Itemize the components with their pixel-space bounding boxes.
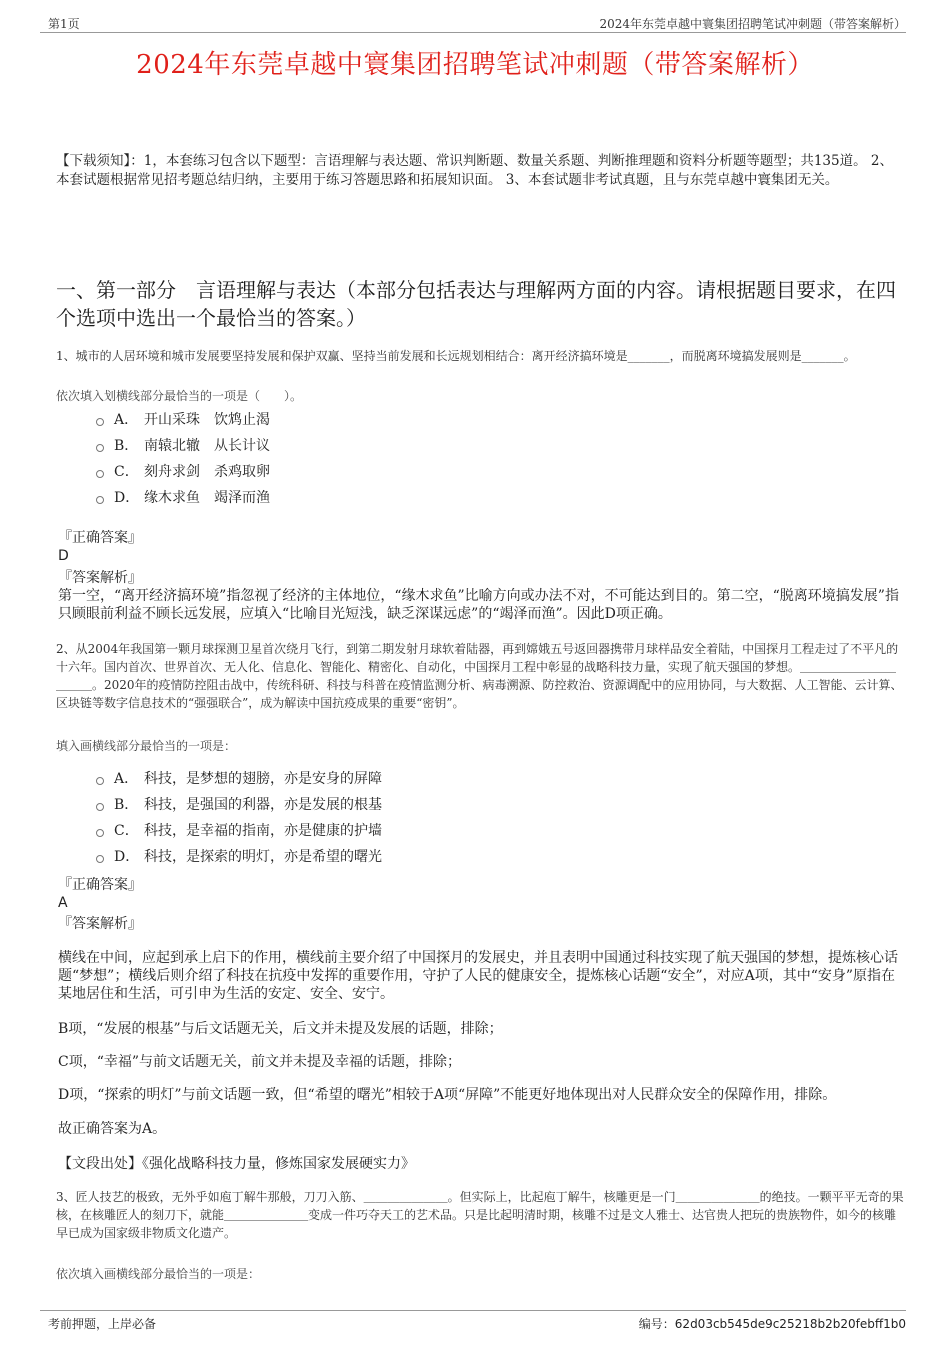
question-2-options xyxy=(96,765,382,869)
analysis-label: 『答案解析』 xyxy=(58,916,142,932)
header-doc-title: 2024年东莞卓越中寰集团招聘笔试冲刺题（带答案解析） xyxy=(599,17,906,31)
analysis-conclusion: 故正确答案为A。 xyxy=(58,1121,167,1137)
page-number: 第1页 xyxy=(48,17,80,31)
question-3-prompt: 依次填入画横线部分最恰当的一项是： xyxy=(56,1267,261,1281)
question-1-stem: 1、城市的人居环境和城市发展要坚持发展和保护双赢、坚持当前发展和长远规划相结合：离开经济搞环境是_______，而脱离环境搞发展则是_______。 xyxy=(56,349,856,363)
radio-icon[interactable] xyxy=(96,829,104,837)
option-c[interactable]: C． 科技，是幸福的指南，亦是健康的护墙 xyxy=(96,817,382,843)
analysis-paragraph: D项，“探索的明灯”与前文话题一致，但“希望的曙光”相较于A项“屏障”不能更好地体现出对人民群众安全的保障作用，排除。 xyxy=(58,1087,837,1103)
analysis-paragraph: C项，“幸福”与前文话题无关，前文并未提及幸福的话题，排除； xyxy=(58,1054,462,1070)
radio-icon[interactable] xyxy=(96,855,104,863)
radio-icon[interactable] xyxy=(96,803,104,811)
option-a[interactable]: A． 科技，是梦想的翅膀，亦是安身的屏障 xyxy=(96,765,382,791)
footer-slogan: 考前押题，上岸必备 xyxy=(48,1317,157,1331)
source-citation: 【文段出处】《强化战略科技力量，修炼国家发展硬实力》 xyxy=(58,1156,415,1172)
question-2-stem: 2、从2004年我国第一颗月球探测卫星首次绕月飞行，到第二期发射月球软着陆器，再到嫦娥五号返回器携带月球样品安全着陆，中国探月工程走过了不平凡的十六年。国内首次、世界首次、无人化、信息化、智能化、精密化、自动化，中国探月工程中彰显的战略科技力量，实现了航天强国的梦想。＿＿＿＿＿＿＿＿＿＿＿。2020年的疫情防控阻击战中，传统科研、科技与科普在疫情监测分析、病毒溯源、防控救治、资源调配中的应用协同，与大数据、人工智能、云计算、区块链等数字信息技术的“强强联合”，成为解读中国抗疫成果的重要“密钥”。 xyxy=(56,642,903,710)
radio-icon[interactable] xyxy=(96,777,104,785)
option-b[interactable]: B． 南辕北辙 从长计议 xyxy=(96,432,270,458)
page-footer xyxy=(40,1310,906,1331)
page-title: 2024年东莞卓越中寰集团招聘笔试冲刺题（带答案解析） xyxy=(136,50,814,80)
page-header xyxy=(40,12,906,33)
question-2-prompt: 填入画横线部分最恰当的一项是： xyxy=(56,739,237,753)
question-1-prompt: 依次填入划横线部分最恰当的一项是（ ）。 xyxy=(56,389,303,403)
option-b[interactable]: B． 科技，是强国的利器，亦是发展的根基 xyxy=(96,791,382,817)
radio-icon[interactable] xyxy=(96,418,104,426)
analysis-paragraph: B项，“发展的根基”与后文话题无关，后文并未提及发展的话题，排除； xyxy=(58,1021,503,1037)
radio-icon[interactable] xyxy=(96,444,104,452)
option-a[interactable]: A． 开山采珠 饮鸩止渴 xyxy=(96,406,270,432)
download-notice: 【下载须知】：1，本套练习包含以下题型：言语理解与表达题、常识判断题、数量关系题、判断推理题和资料分析题等题型；共135道。 2、本套试题根据常见招考题总结归纳，主要用于练习答题思路和拓展知识面。 3、本套试题非考试真题，且与东莞卓越中寰集团无关。 xyxy=(56,153,893,188)
option-c[interactable]: C． 刻舟求剑 杀鸡取卵 xyxy=(96,458,270,484)
analysis-text: 第一空，“离开经济搞环境”指忽视了经济的主体地位，“缘木求鱼”比喻方向或办法不对，不可能达到目的。第二空，“脱离环境搞发展”指只顾眼前利益不顾长远发展，应填入“比喻目光短浅，缺乏深谋远虑”的“竭泽而渔”。因此D项正确。 xyxy=(58,588,899,622)
correct-answer-label: 『正确答案』 xyxy=(58,530,142,546)
option-d[interactable]: D． 科技，是探索的明灯，亦是希望的曙光 xyxy=(96,843,382,869)
analysis-paragraph: 横线在中间，应起到承上启下的作用，横线前主要介绍了中国探月的发展史，并且表明中国通过科技实现了航天强国的梦想，提炼核心话题“梦想”；横线后则介绍了科技在抗疫中发挥的重要作用，守护了人民的健康安全，提炼核心话题“安全”，对应A项，其中“安身”原指在某地居住和生活，可引申为生活的安定、安全、安宁。 xyxy=(58,950,898,1002)
analysis-label: 『答案解析』 xyxy=(58,570,142,586)
question-3-stem: 3、匠人技艺的极致，无外乎如庖丁解牛那般，刀刀入筋、＿＿＿＿＿＿＿。但实际上，比起庖丁解牛，核雕更是一门＿＿＿＿＿＿＿的绝技。一颗平平无奇的果核，在核雕匠人的刻刀下，就能＿＿＿＿＿＿＿变成一件巧夺天工的艺术品。只是比起明清时期，核雕不过是文人雅士、达官贵人把玩的贵族物件，如今的核雕早已成为国家级非物质文化遗产。 xyxy=(56,1190,904,1240)
correct-answer: A xyxy=(58,895,68,911)
section-heading: 一、第一部分 言语理解与表达（本部分包括表达与理解两方面的内容。请根据题目要求，在四个选项中选出一个最恰当的答案。） xyxy=(56,278,896,330)
correct-answer-label: 『正确答案』 xyxy=(58,877,142,893)
question-1-options xyxy=(96,406,270,510)
document-id: 编号：62d03cb545de9c25218b2b20febff1b0 xyxy=(638,1317,906,1331)
radio-icon[interactable] xyxy=(96,496,104,504)
correct-answer: D xyxy=(58,548,69,564)
radio-icon[interactable] xyxy=(96,470,104,478)
option-d[interactable]: D． 缘木求鱼 竭泽而渔 xyxy=(96,484,270,510)
